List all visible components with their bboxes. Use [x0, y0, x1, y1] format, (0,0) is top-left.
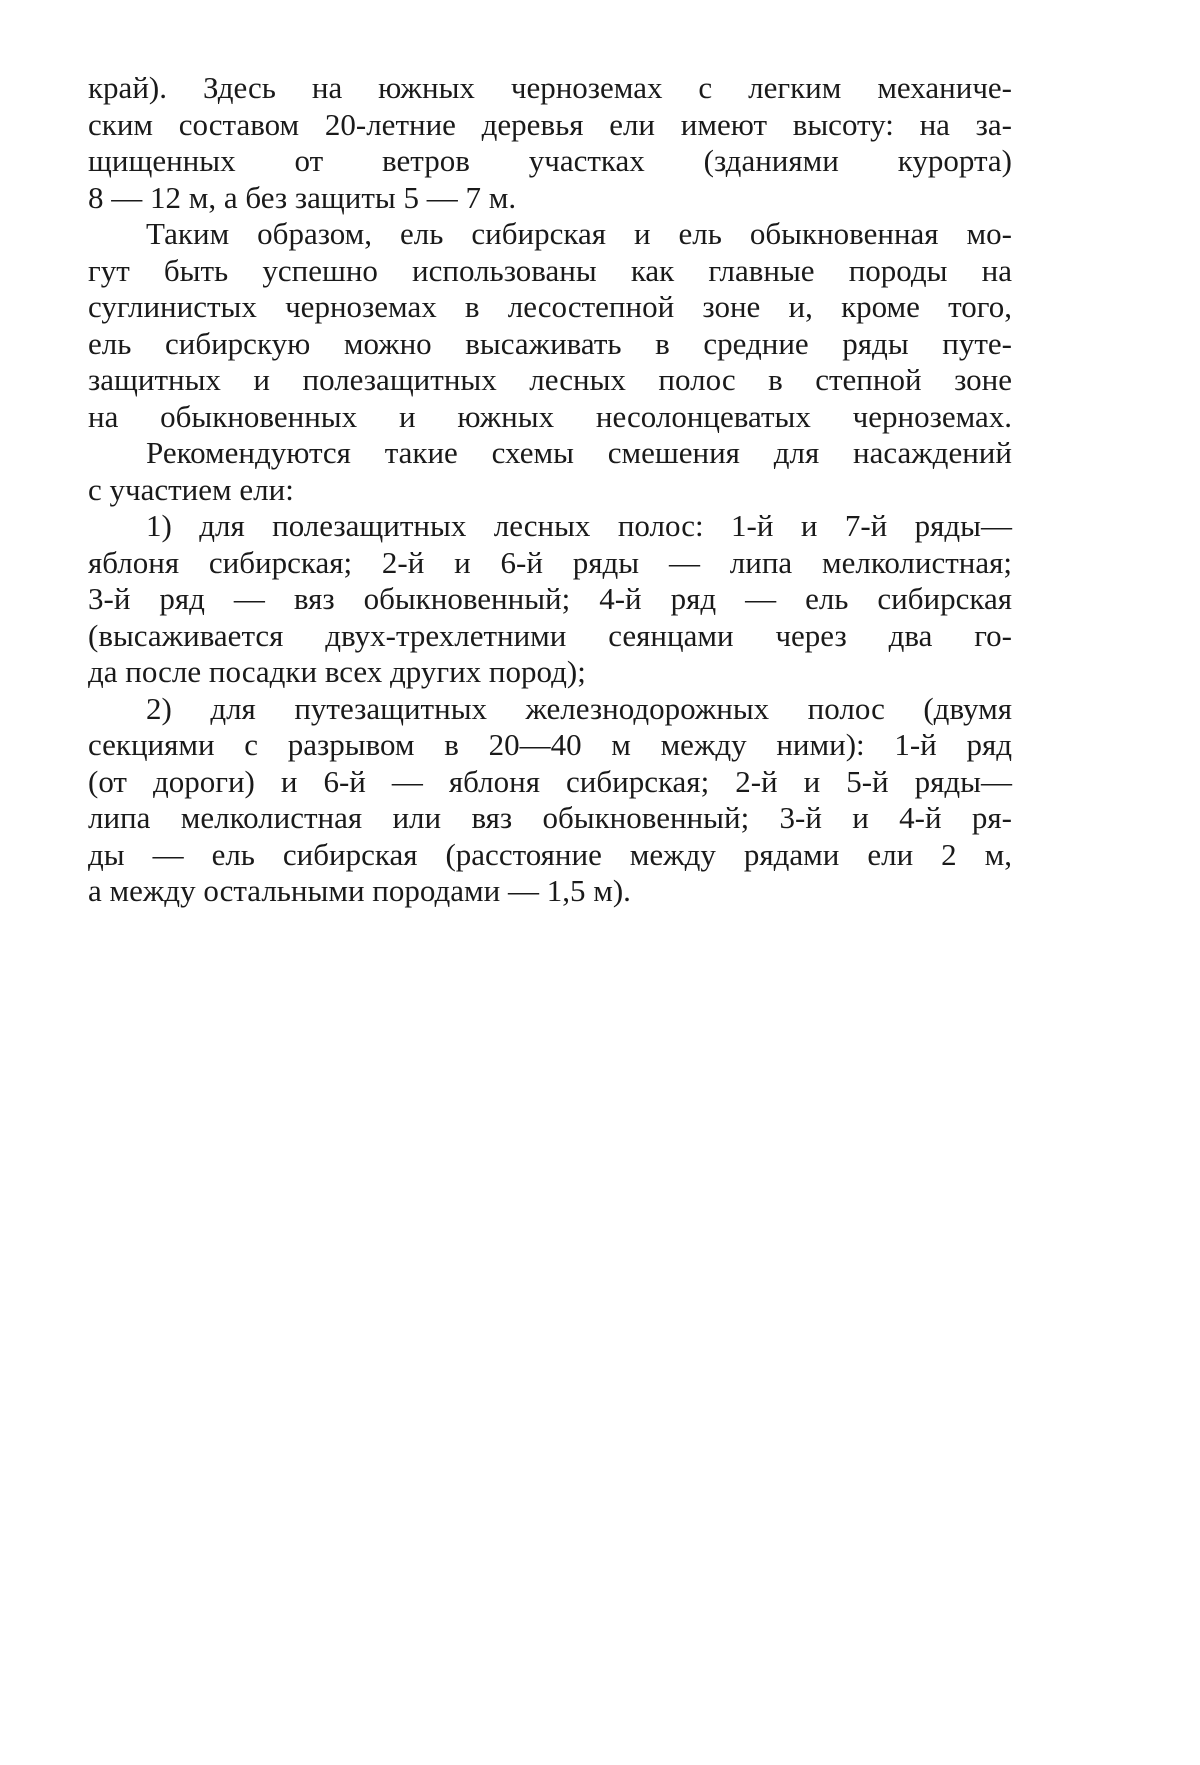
- text-line: 2) для путезащитных железнодорожных полос (двумя: [146, 690, 1012, 726]
- text-line: суглинистых черноземах в лесостепной зоне и, кроме того,: [88, 289, 1012, 324]
- text-line: яблоня сибирская; 2-й и 6-й ряды — липа мелколистная;: [88, 544, 1012, 580]
- text-line: 3-й ряд — вяз обыкновенный; 4-й ряд — ель сибирская: [88, 581, 1012, 616]
- text-line: липа мелколистная или вяз обыкновенный; 3-й и 4-й ря-: [88, 800, 1012, 835]
- text-line: ским составом 20-летние деревья ели имеют высоту: на за-: [88, 106, 1012, 142]
- text-line: на обыкновенных и южных несолонцеватых черноземах.: [88, 398, 1012, 434]
- paragraph-3: [88, 435, 1012, 508]
- text-line: Рекомендуются такие схемы смешения для насаждений: [146, 435, 1012, 470]
- text-line: секциями с разрывом в 20—40 м между ними): 1-й ряд: [88, 727, 1012, 762]
- document-page: [88, 70, 1012, 910]
- paragraph-2: [88, 216, 1012, 435]
- text-line: а между остальными породами — 1,5 м).: [88, 873, 631, 908]
- text-line: гут быть успешно использованы как главные породы на: [88, 252, 1012, 288]
- text-line: 8 — 12 м, а без защиты 5 — 7 м.: [88, 179, 517, 215]
- text-line: ды — ель сибирская (расстояние между рядами ели 2 м,: [88, 836, 1012, 872]
- text-line: край). Здесь на южных черноземах с легким механиче-: [88, 70, 1012, 105]
- text-line: с участием ели:: [88, 471, 294, 507]
- paragraph-1: [88, 70, 1012, 216]
- text-line: защитных и полезащитных лесных полос в степной зоне: [88, 362, 1012, 397]
- text-line: Таким образом, ель сибирская и ель обыкновенная мо-: [146, 216, 1012, 251]
- text-line: да после посадки всех других пород);: [88, 654, 586, 689]
- list-item-1: [88, 508, 1012, 691]
- text-line: 1) для полезащитных лесных полос: 1-й и 7-й ряды—: [146, 508, 1012, 543]
- text-line: щищенных от ветров участках (зданиями курорта): [88, 143, 1012, 178]
- text-line: (высаживается двух-трехлетними сеянцами через два го-: [88, 617, 1012, 653]
- list-item-2: [88, 691, 1012, 910]
- text-line: (от дороги) и 6-й — яблоня сибирская; 2-й и 5-й ряды—: [88, 763, 1012, 799]
- text-line: ель сибирскую можно высаживать в средние ряды путе-: [88, 325, 1012, 361]
